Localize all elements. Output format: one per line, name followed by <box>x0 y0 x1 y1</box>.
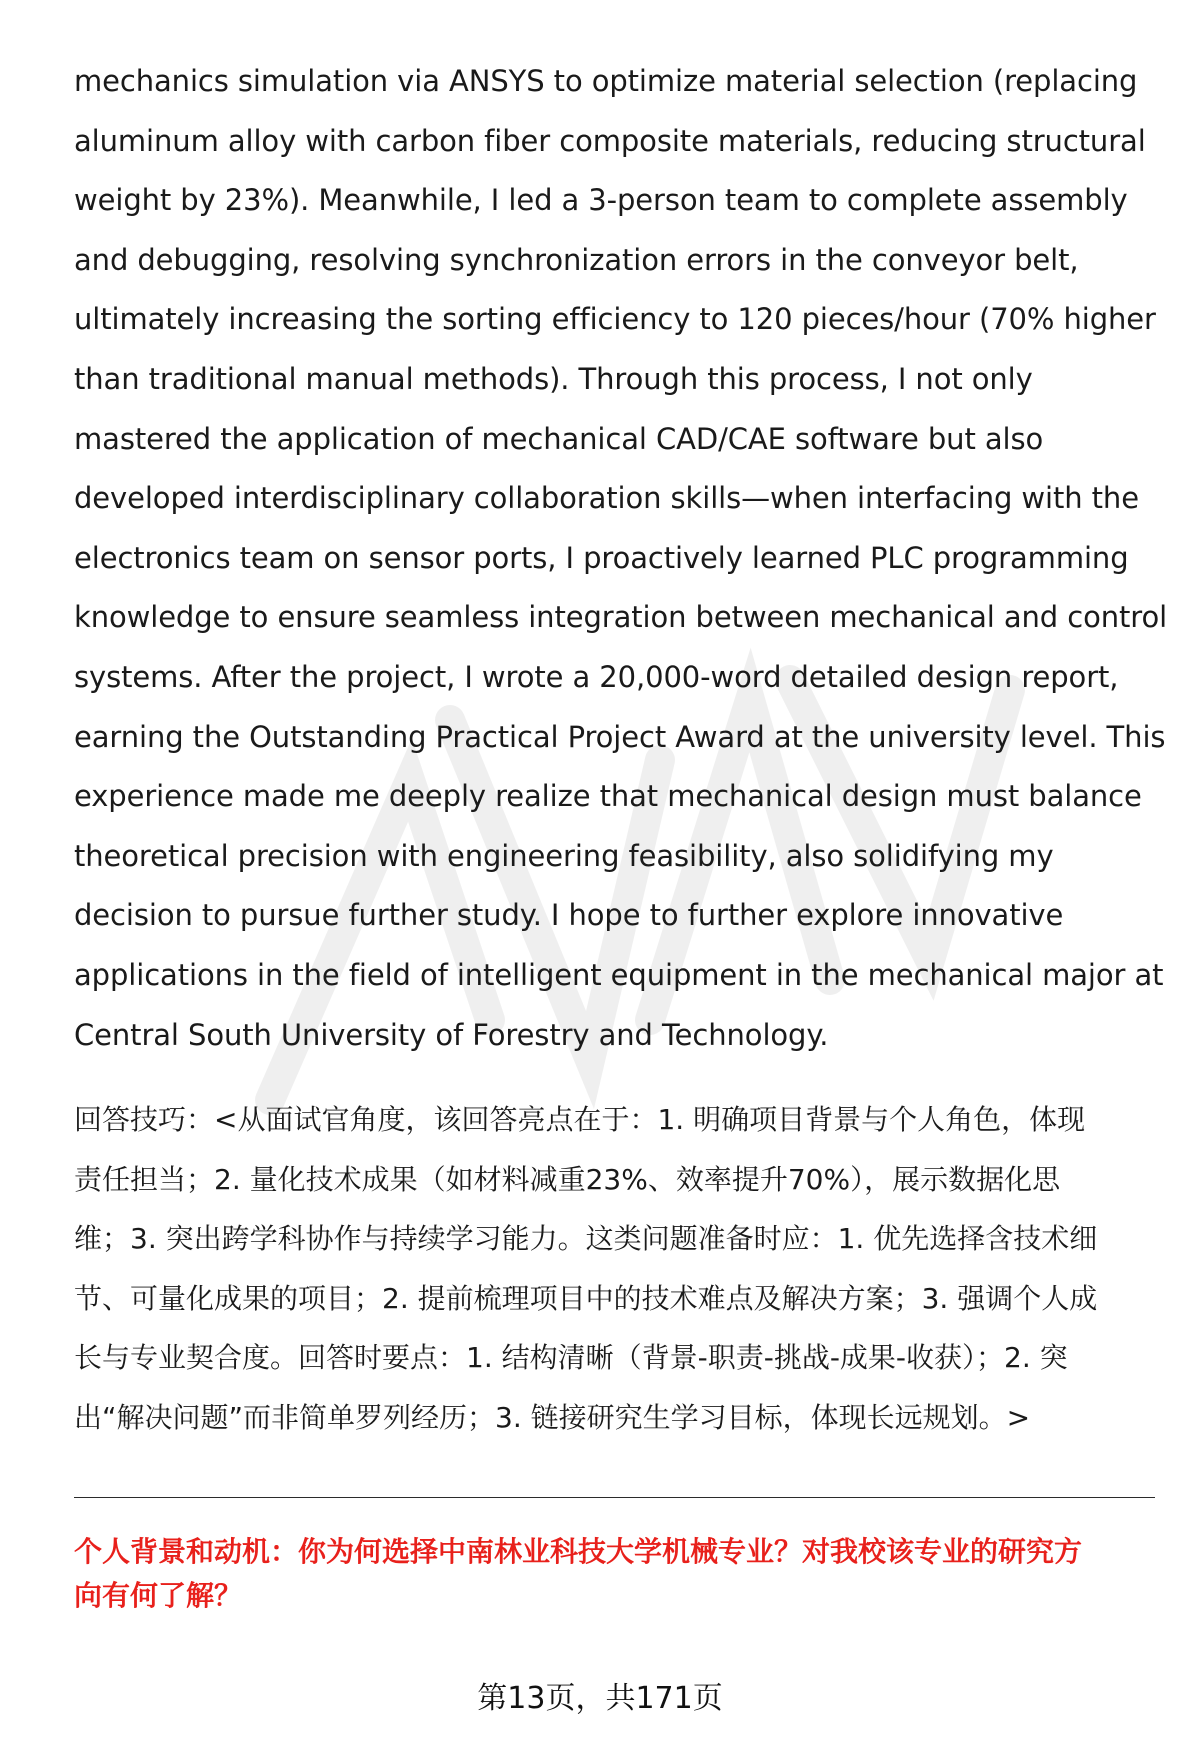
english-answer-paragraph <box>74 52 1168 1065</box>
text-line: than traditional manual methods). Through this process, I not only <box>74 361 1033 396</box>
text-line: 责任担当；2. 量化技术成果（如材料减重23%、效率提升70%），展示数据化思 <box>74 1162 1061 1196</box>
answer-tips-paragraph <box>74 1090 1154 1447</box>
text-line: developed interdisciplinary collaboration skills—when interfacing with the <box>74 481 1139 516</box>
text-line: electronics team on sensor ports, I proactively learned PLC programming <box>74 540 1129 575</box>
text-line: mechanics simulation via ANSYS to optimize material selection (replacing <box>74 64 1138 98</box>
text-line: 个人背景和动机：你为何选择中南林业科技大学机械专业？对我校该专业的研究方 <box>74 1535 1083 1568</box>
next-question-heading <box>74 1530 1159 1618</box>
text-line: applications in the field of intelligent equipment in the mechanical major at <box>74 957 1164 992</box>
text-line: 向有何了解？ <box>74 1579 243 1612</box>
text-line: 维；3. 突出跨学科协作与持续学习能力。这类问题准备时应：1. 优先选择含技术细 <box>74 1222 1098 1255</box>
text-line: Central South University of Forestry and Technology. <box>74 1017 829 1052</box>
text-line: aluminum alloy with carbon fiber composite materials, reducing structural <box>74 123 1146 158</box>
text-line: 长与专业契合度。回答时要点：1. 结构清晰（背景-职责-挑战-成果-收获）；2. 突 <box>74 1341 1068 1374</box>
text-line: 节、可量化成果的项目；2. 提前梳理项目中的技术难点及解决方案；3. 强调个人成 <box>74 1281 1098 1315</box>
text-line: mastered the application of mechanical CAD/CAE software but also <box>74 421 1044 456</box>
section-divider <box>74 1497 1155 1498</box>
text-line: knowledge to ensure seamless integration between mechanical and control <box>74 600 1168 635</box>
text-line: ultimately increasing the sorting efficiency to 120 pieces/hour (70% higher <box>74 302 1156 337</box>
text-line: and debugging, resolving synchronization errors in the conveyor belt, <box>74 242 1079 277</box>
text-line: systems. After the project, I wrote a 20,000-word detailed design report, <box>74 659 1119 694</box>
text-line: earning the Outstanding Practical Project Award at the university level. This <box>74 719 1166 754</box>
text-line: theoretical precision with engineering feasibility, also solidifying my <box>74 838 1054 873</box>
text-line: 回答技巧：<从面试官角度，该回答亮点在于：1. 明确项目背景与个人角色，体现 <box>74 1103 1086 1136</box>
page-number-footer: 第13页，共171页 <box>477 1681 723 1716</box>
text-line: experience made me deeply realize that mechanical design must balance <box>74 779 1142 814</box>
text-line: decision to pursue further study. I hope to further explore innovative <box>74 898 1064 933</box>
text-line: weight by 23%). Meanwhile, I led a 3-person team to complete assembly <box>74 183 1128 218</box>
text-line: 出“解决问题”而非简单罗列经历；3. 链接研究生学习目标，体现长远规划。> <box>74 1400 1031 1434</box>
